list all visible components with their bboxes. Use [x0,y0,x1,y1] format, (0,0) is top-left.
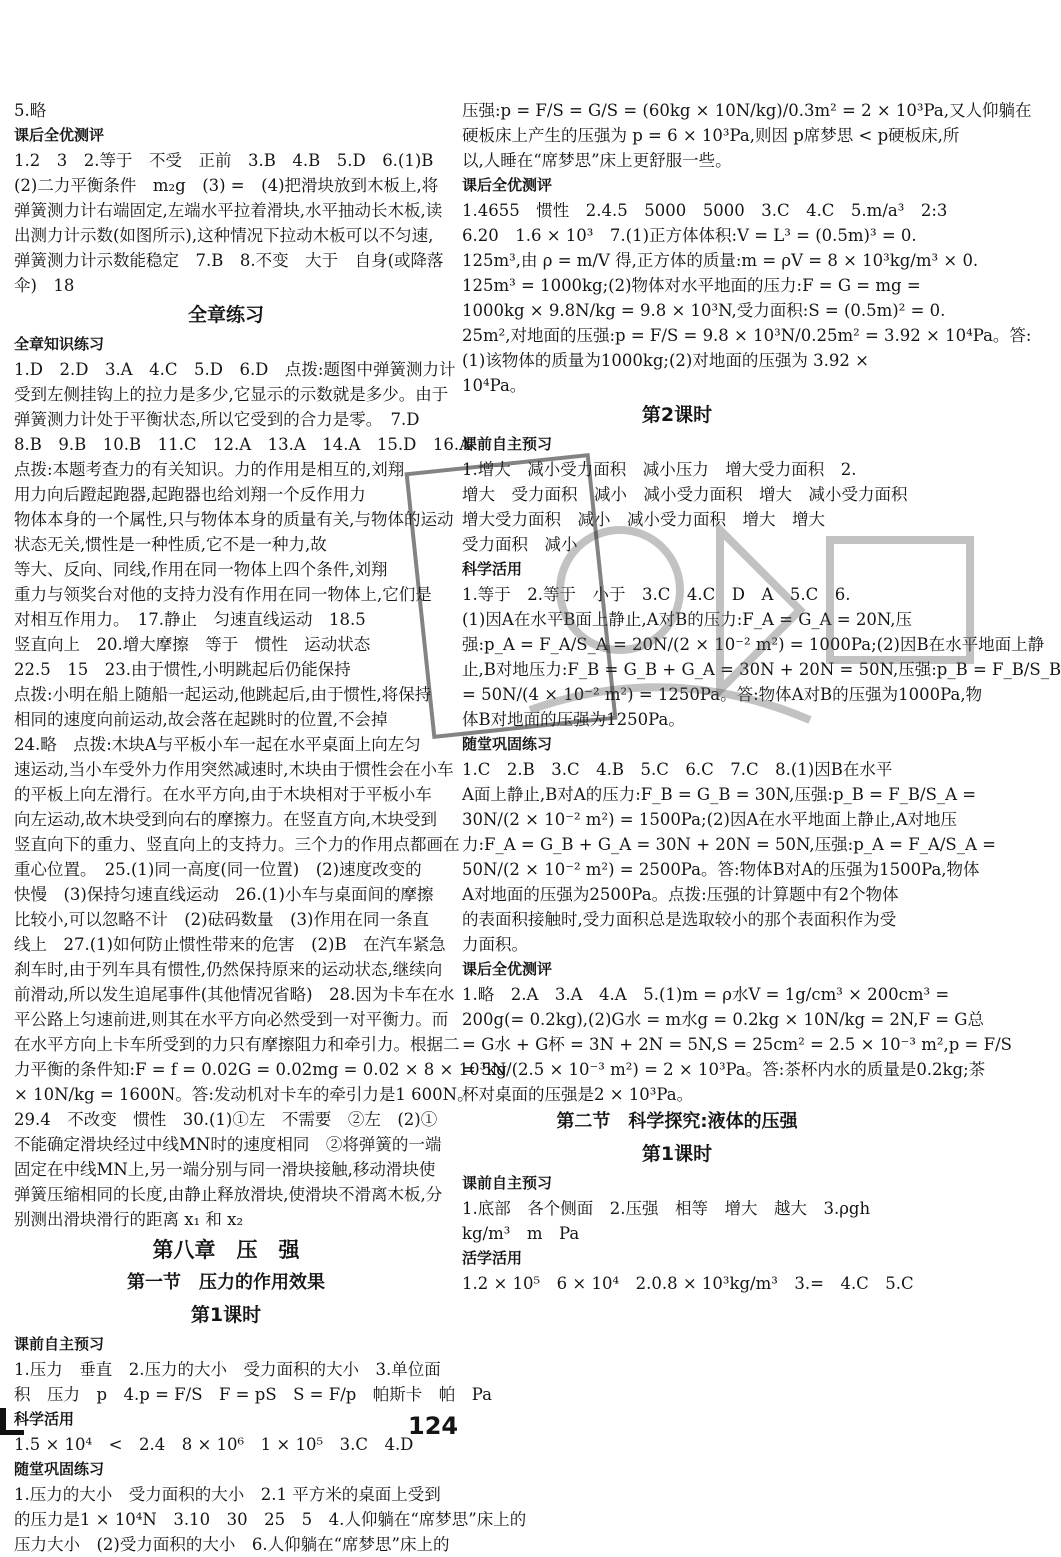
text-line: 别测出滑块滑行的距离 x₁ 和 x₂ [14,1210,244,1229]
text-line: 积 压力 p 4.p = F/S F = pS S = F/p 帕斯卡 帕 Pa [14,1385,493,1404]
text-line: 1.压力 垂直 2.压力的大小 受力面积的大小 3.单位面 [14,1360,441,1379]
text-line: 相同的速度向前运动,故会落在起跳时的位置,不会掉 [14,710,388,729]
text-line: 出测力计示数(如图所示),这种情况下拉动木板可以不匀速, [14,226,434,245]
text-line: 1.5 × 10⁴ < 2.4 8 × 10⁶ 1 × 10⁵ 3.C 4.D [14,1435,414,1454]
text-line: 重心位置。 25.(1)同一高度(同一位置) (2)速度改变的 [14,860,422,879]
text-line: 伞) 18 [14,276,75,295]
text-line: 在水平方向上卡车所受到的力只有摩擦阻力和牵引力。根据二 [14,1035,460,1054]
section-heading: 科学活用 [14,1410,75,1428]
text-line: 用力向后蹬起跑器,起跑器也给刘翔一个反作用力 [14,485,366,504]
text-line: 固定在中线MN上,另一端分别与同一滑块接触,移动滑块使 [14,1160,436,1179]
section-heading: 课后全优测评 [462,176,553,194]
section-heading: 课后全优测评 [14,126,105,144]
text-line: kg/m³ m Pa [462,1224,580,1243]
text-line: 竖直向上 20.增大摩擦 等于 惯性 运动状态 [14,635,371,654]
text-line: 前滑动,所以发生追尾事件(其他情况省略) 28.因为卡车在水 [14,985,455,1004]
text-line: 刹车时,由于列车具有惯性,仍然保持原来的运动状态,继续向 [14,960,443,979]
text-line: 1.D 2.D 3.A 4.C 5.D 6.D 点拨:题图中弹簧测力计 [14,360,456,379]
text-line: 强:p_A = F_A/S_A = 20N/(2 × 10⁻² m²) = 1000Pa;(2)因B在水平地面上静 [462,635,1045,654]
text-line: 1.略 2.A 3.A 4.A 5.(1)m = ρ水V = 1g/cm³ × 200cm³ = [462,985,950,1004]
text-line: 1.压力的大小 受力面积的大小 2.1 平方米的桌面上受到 [14,1485,441,1504]
text-line: 以,人睡在“席梦思”床上更舒服一些。 [462,151,732,170]
text-line: (1)该物体的质量为1000kg;(2)对地面的压强为 3.92 × [462,351,869,370]
text-line: 受到左侧挂钩上的拉力是多少,它显示的示数就是多少。由于 [14,385,449,404]
text-line: A面上静止,B对A的压力:F_B = G_B = 30N,压强:p_B = F_B/S_A = [462,785,977,804]
text-line: 1.C 2.B 3.C 4.B 5.C 6.C 7.C 8.(1)因B在水平 [462,760,893,779]
text-line: 线上 27.(1)如何防止惯性带来的危害 (2)B 在汽车紧急 [14,935,446,954]
text-line: 弹簧测力计右端固定,左端水平拉着滑块,水平抽动长木板,读 [14,201,443,220]
section-heading: 随堂巩固练习 [14,1460,105,1478]
section-heading: 课后全优测评 [462,960,553,978]
text-line: 1.等于 2.等于 小于 3.C 4.C D A 5.C 6. [462,585,851,604]
section-title: 第一节 压力的作用效果 [127,1272,325,1293]
corner-mark [0,1408,24,1435]
section-title: 第二节 科学探究:液体的压强 [556,1111,798,1132]
text-line: 1.2 3 2.等于 不受 正前 3.B 4.B 5.D 6.(1)B [14,151,434,170]
text-line: 5.略 [14,101,47,120]
text-line: 比较小,可以忽略不计 (2)砝码数量 (3)作用在同一条直 [14,910,429,929]
lesson-title: 第1课时 [641,1143,713,1165]
text-line: 竖直向下的重力、竖直向上的支持力。三个力的作用点都画在 [14,835,460,854]
text-line: 压力大小 (2)受力面积的大小 6.人仰躺在“席梦思”床上的 [14,1535,450,1554]
text-line: 24.略 点拨:木块A与平板小车一起在水平桌面上向左匀 [14,735,421,754]
text-line: 杯对桌面的压强是2 × 10³Pa。 [462,1085,694,1104]
text-line: 止,B对地压力:F_B = G_B + G_A = 30N + 20N = 50N,压强:p_B = F_B/S_B [462,660,1061,679]
text-line: 50N/(2 × 10⁻² m²) = 2500Pa。答:物体B对A的压强为1500Pa,物体 [462,860,980,879]
text-line: 200g(= 0.2kg),(2)G水 = m水g = 0.2kg × 10N/kg = 2N,F = G总 [462,1010,984,1029]
chapter-title: 第八章 压 强 [152,1238,300,1262]
section-heading: 课前自主预习 [462,435,553,453]
text-line: 的压力是1 × 10⁴N 3.10 30 25 5 4.人仰躺在“席梦思”床上的 [14,1510,527,1529]
text-line: 弹簧测力计处于平衡状态,所以它受到的合力是零。 7.D [14,410,420,429]
section-heading: 课前自主预习 [462,1174,553,1192]
text-line: 增大受力面积 减小 减小受力面积 增大 增大 [462,510,825,529]
text-line: 弹簧测力计示数能稳定 7.B 8.不变 大于 自身(或降落 [14,251,444,270]
text-line: 30N/(2 × 10⁻² m²) = 1500Pa;(2)因A在水平地面上静止,A对地压 [462,810,958,829]
section-heading: 全章知识练习 [14,335,105,353]
text-line: = 50N/(4 × 10⁻² m²) = 1250Pa。答:物体A对B的压强为1000Pa,物 [462,685,983,704]
text-line: 点拨:本题考查力的有关知识。力的作用是相互的,刘翔 [14,460,405,479]
text-line: (2)二力平衡条件 m₂g (3) = (4)把滑块放到木板上,将 [14,176,439,195]
text-line: 力:F_A = G_B + G_A = 30N + 20N = 50N,压强:p_A = F_A/S_A = [462,835,996,854]
text-line: 对相互作用力。 17.静止 匀速直线运动 18.5 [14,610,366,629]
text-line: 29.4 不改变 惯性 30.(1)①左 不需要 ②左 (2)① [14,1110,438,1129]
page-number: 124 [408,1412,459,1440]
text-line: 速运动,当小车受外力作用突然减速时,木块由于惯性会在小车 [14,760,454,779]
text-line: 6.20 1.6 × 10³ 7.(1)正方体体积:V = L³ = (0.5m)³ = 0. [462,226,917,245]
text-line: 硬板床上产生的压强为 p = 6 × 10³Pa,则因 p席梦思 < p硬板床,所 [462,126,960,145]
text-line: 快慢 (3)保持匀速直线运动 26.(1)小车与桌面间的摩擦 [14,885,434,904]
text-line: 1000kg × 9.8N/kg = 9.8 × 10³N,受力面积:S = (0.5m)² = 0. [462,301,946,320]
text-line: = G水 + G杯 = 3N + 2N = 5N,S = 25cm² = 2.5 × 10⁻³ m²,p = F/S [462,1035,1012,1054]
text-line: (1)因A在水平B面上静止,A对B的压力:F_A = G_A = 20N,压 [462,610,912,629]
text-line: 22.5 15 23.由于惯性,小明跳起后仍能保持 [14,660,351,679]
text-line: 125m³,由 ρ = m/V 得,正方体的质量:m = ρV = 8 × 10³kg/m³ × 0. [462,251,979,270]
text-line: 受力面积 减小 [462,535,578,554]
text-line: 向左运动,故木块受到向右的摩擦力。在竖直方向,木块受到 [14,810,437,829]
text-line: A对地面的压强为2500Pa。点拨:压强的计算题中有2个物体 [462,885,899,904]
lesson-title: 第1课时 [190,1304,262,1326]
text-line: 弹簧压缩相同的长度,由静止释放滑块,使滑块不滑离木板,分 [14,1185,443,1204]
text-line: 力面积。 [462,935,528,954]
text-line: 1.4655 惯性 2.4.5 5000 5000 3.C 4.C 5.m/a³ 2:3 [462,201,948,220]
text-line: 平公路上匀速前进,则其在水平方向必然受到一对平衡力。而 [14,1010,449,1029]
text-line: 重力与领奖台对他的支持力没有作用在同一物体上,它们是 [14,585,432,604]
text-line: × 10N/kg = 1600N。答:发动机对卡车的牵引力是1 600N。 [14,1085,474,1104]
text-line: 等大、反向、同线,作用在同一物体上四个条件,刘翔 [14,560,388,579]
section-heading: 活学活用 [462,1249,523,1267]
text-line: 25m²,对地面的压强:p = F/S = 9.8 × 10³N/0.25m² = 3.92 × 10⁴Pa。答: [462,326,1032,345]
lesson-title: 第2课时 [641,404,713,426]
text-line: 8.B 9.B 10.B 11.C 12.A 13.A 14.A 15.D 16.A [14,435,472,454]
lesson-title: 全章练习 [187,304,264,326]
text-line: 10⁴Pa。 [462,376,527,395]
section-heading: 随堂巩固练习 [462,735,553,753]
text-line: 1.底部 各个侧面 2.压强 相等 增大 越大 3.ρgh [462,1199,871,1218]
text-line: 体B对地面的压强为1250Pa。 [462,710,685,729]
text-line: 点拨:小明在船上随船一起运动,他跳起后,由于惯性,将保持 [14,685,432,704]
section-heading: 科学活用 [462,560,523,578]
text-line: 压强:p = F/S = G/S = (60kg × 10N/kg)/0.3m² = 2 × 10³Pa,又人仰躺在 [462,101,1032,120]
text-line: 的表面积接触时,受力面积总是选取较小的那个表面积作为受 [462,910,897,929]
text-line: 物体本身的一个属性,只与物体本身的质量有关,与物体的运动 [14,510,454,529]
text-line: 的平板上向左滑行。在水平方向,由于木块相对于平板小车 [14,785,432,804]
text-line: 1.2 × 10⁵ 6 × 10⁴ 2.0.8 × 10³kg/m³ 3.= 4.C 5.C [462,1274,914,1293]
text-line: 力平衡的条件知:F = f = 0.02G = 0.02mg = 0.02 × 8 × 10³kg [14,1060,507,1079]
text-line: 1.增大 减小受力面积 减小压力 增大受力面积 2. [462,460,857,479]
text-line: 不能确定滑块经过中线MN时的速度相同 ②将弹簧的一端 [14,1135,442,1154]
text-line: 增大 受力面积 减小 减小受力面积 增大 减小受力面积 [462,485,908,504]
text-line: = 5N/(2.5 × 10⁻³ m²) = 2 × 10³Pa。答:茶杯内水的质量是0.2kg;茶 [462,1060,986,1079]
text-line: 状态无关,惯性是一种性质,它不是一种力,故 [14,535,327,554]
section-heading: 课前自主预习 [14,1335,105,1353]
text-line: 125m³ = 1000kg;(2)物体对水平地面的压力:F = G = mg = [462,276,921,295]
right-column [462,98,1061,1296]
